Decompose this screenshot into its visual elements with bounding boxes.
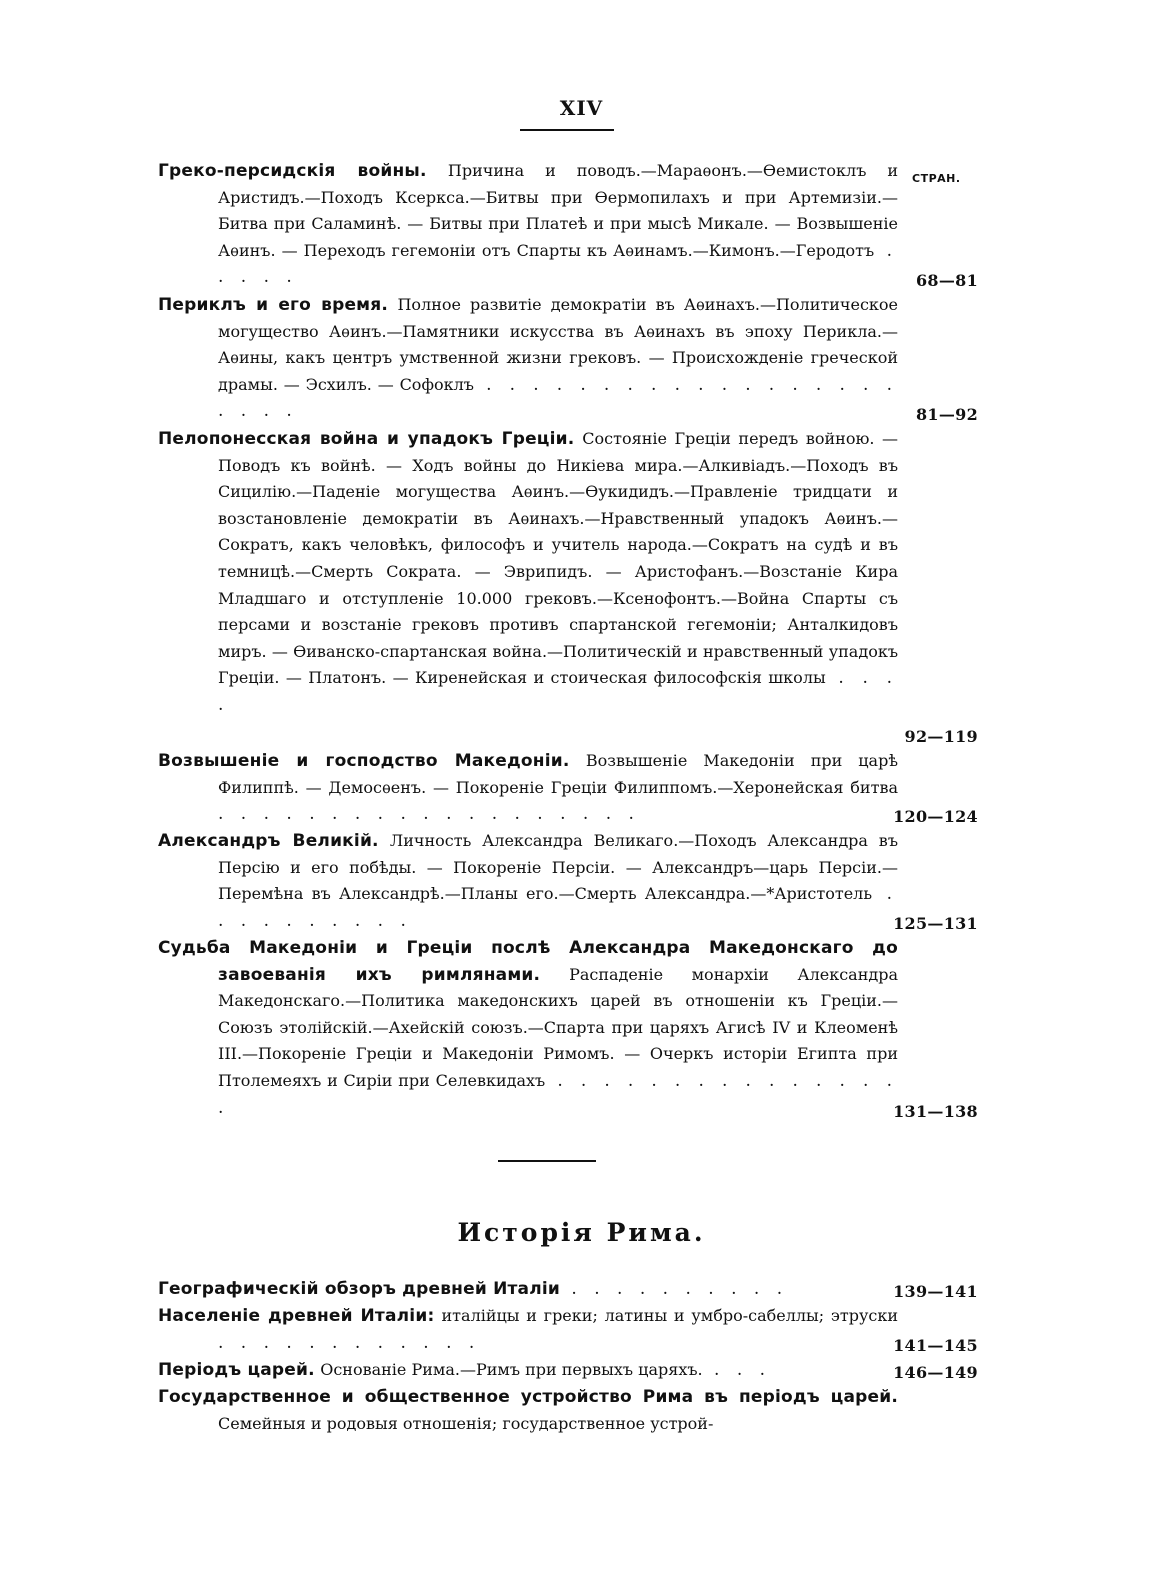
entry-pages: 141—145 [893, 1336, 978, 1355]
entry-heading: Періодъ царей. [158, 1360, 315, 1380]
entry-description: италійцы и греки; латины и умбро-сабеллы; этруски [441, 1306, 898, 1325]
toc-entry [158, 1357, 978, 1384]
entry-description: Личность Александра Великаго.—Походъ Александра въ Персію и его побѣды. — Покореніе Персіи. — Александръ—царь Персіи.—Перемѣна въ Александрѣ.—Планы его.—Смерть Александра.—*Аристотель [218, 831, 898, 904]
pages-column-label: СТРАН. [912, 172, 961, 185]
header-rule [520, 129, 614, 131]
leader-dots: . . . [702, 1360, 772, 1380]
section-divider [498, 1160, 596, 1162]
entry-description: Распаденіе монархіи Александра Македонскаго.—Политика македонскихъ царей въ отношеніи къ Греціи.—Союзъ этолійскій.—Ахейскій союзъ.—Спарта при царяхъ Агисѣ IV и Клеоменѣ III.—Покореніе Греціи и Македоніи Римомъ. — Очеркъ исторіи Египта при Птолемеяхъ и Сиріи при Селевкидахъ [218, 964, 899, 1090]
toc-entry [158, 292, 978, 426]
rome-contents [158, 1276, 978, 1438]
entry-pages: 139—141 [893, 1282, 978, 1301]
leader-dots: . . . . . . . . . . . . . . . . . . . . . . [218, 374, 899, 422]
entry-pages: 146—149 [893, 1363, 978, 1382]
entry-heading: Александръ Великій. [158, 831, 379, 851]
entry-pages: 68—81 [915, 271, 978, 290]
toc-entry [158, 158, 978, 292]
entry-description: Возвышеніе Македоніи при царѣ Филиппѣ. — Демосѳенъ. — Покореніе Греціи Филиппомъ.—Херонейская битва [218, 751, 898, 797]
entry-pages: 125—131 [893, 914, 978, 933]
leader-dots: . . . . . . . . . . [560, 1279, 789, 1299]
toc-entry [158, 1276, 978, 1303]
leader-dots: . . . . [218, 668, 898, 715]
leader-dots: . . . . . [218, 240, 898, 288]
toc-entry [158, 935, 978, 1123]
part-title: Исторія Рима. [457, 1218, 706, 1247]
leader-dots: . . . . . . . . . . . . . . . . . . . [218, 804, 640, 825]
entry-description: Состояніе Греціи передъ войною. — Поводъ къ войнѣ. — Ходъ войны до Никіева мира.—Алкивіадъ.—Походъ въ Сицилію.—Паденіе могущества Аѳинъ.—Ѳукидидъ.—Правленіе тридцати и возстановленіе демократіи въ Аѳинахъ.—Нравственный упадокъ Аѳинъ.—Сократъ, какъ человѣкъ, философъ и учитель народа.—Сократъ на судѣ и въ темницѣ.—Смерть Сократа. — Эврипидъ. — Аристофанъ.—Возстаніе Кира Младшаго и отступленіе 10.000 грековъ.—Ксенофонтъ.—Война Спарты съ персами и возстаніе грековъ противъ спартанской гегемоніи; Анталкидовъ миръ. — Ѳиванско-спартанская война.—Политическій и нравственный упадокъ Греціи. — Платонъ. — Киренейская и стоическая философскія школы [218, 429, 899, 688]
entry-description: Семейныя и родовыя отношенія; государственное устрой- [218, 1413, 714, 1433]
entry-pages: 92—119 [904, 727, 978, 746]
entry-heading: Государственное и общественное устройство Рима въ періодъ царей. [158, 1387, 898, 1407]
toc-entry [158, 828, 978, 935]
entry-heading: Возвышеніе и господство Македоніи. [158, 751, 570, 771]
greece-contents [158, 158, 978, 1123]
entry-description: Основаніе Рима.—Римъ при первыхъ царяхъ. [320, 1360, 703, 1379]
entry-heading: Географическій обзоръ древней Италіи [158, 1279, 561, 1299]
leader-dots: . . . . . . . . . . . . . . . . [218, 1070, 898, 1118]
entry-pages: 120—124 [893, 807, 978, 826]
entry-heading: Населеніе древней Италіи: [158, 1306, 435, 1326]
entry-heading: Судьба Македоніи и Греціи послѣ Александра Македонскаго до завоеванія ихъ римлянами. [158, 938, 898, 985]
leader-dots: . . . . . . . . . . . . [218, 1332, 481, 1353]
entry-pages: 81—92 [915, 405, 978, 424]
page-number: XIV [559, 96, 604, 120]
entry-heading: Пелопонесская война и упадокъ Греціи. [158, 429, 575, 449]
entry-description: Полное развитіе демократіи въ Аѳинахъ.—Политическое могущество Аѳинъ.—Памятники искусства въ Аѳинахъ въ эпоху Перикла.—Аѳины, какъ центръ умственной жизни грековъ. — Происхожденіе греческой драмы. — Эсхилъ. — Софоклъ [218, 295, 898, 394]
toc-entry [158, 426, 978, 748]
toc-entry [158, 1384, 978, 1438]
entry-heading: Греко-персидскія войны. [158, 161, 427, 181]
entry-description: Причина и поводъ.—Мараѳонъ.—Ѳемистоклъ и Аристидъ.—Походъ Ксеркса.—Битвы при Ѳермопилахъ и при Артемизіи.—Битва при Саламинѣ. — Битвы при Платеѣ и при мысѣ Микале. — Возвышеніе Аѳинъ. — Переходъ гегемоніи отъ Спарты къ Аѳинамъ.—Кимонъ.—Геродотъ [218, 161, 898, 260]
entry-pages: 131—138 [893, 1102, 978, 1121]
leader-dots: . . . . . . . . . . [218, 884, 898, 931]
entry-heading: Периклъ и его время. [158, 295, 389, 315]
toc-entry [158, 748, 978, 828]
toc-entry [158, 1303, 978, 1357]
